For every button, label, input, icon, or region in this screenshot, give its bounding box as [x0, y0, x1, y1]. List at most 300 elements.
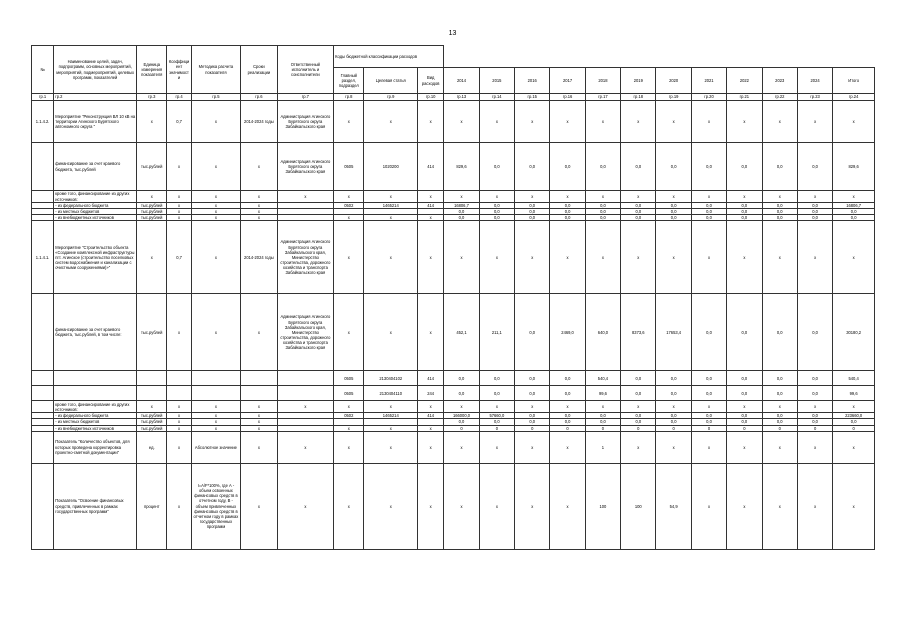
table-cell: Показатель "Освоение финансовых средств, привлеченных в рамках государственных программ"	[54, 463, 137, 549]
table-cell: х	[550, 101, 585, 143]
table-cell: х	[418, 431, 444, 463]
column-number-cell: гр.14	[479, 94, 514, 101]
table-cell: х	[515, 221, 550, 294]
column-number-cell: гр.10	[418, 94, 444, 101]
table-cell: 0,0	[550, 371, 585, 386]
table-cell: 0,0	[515, 143, 550, 191]
table-cell: х	[241, 209, 277, 215]
table-cell: х	[418, 425, 444, 431]
table-cell: - из местных бюджетов	[54, 209, 137, 215]
table-cell: 0,0	[691, 413, 726, 419]
table-cell: 211,1	[479, 294, 514, 371]
table-cell: 0,0	[479, 371, 514, 386]
table-cell	[54, 386, 137, 401]
table-cell: кроме того, финансирование из других источников:	[54, 191, 137, 203]
table-cell: х	[137, 191, 167, 203]
table-cell: 0,0	[691, 215, 726, 221]
table-cell: х	[479, 101, 514, 143]
table-cell: х	[241, 419, 277, 425]
table-cell: 0,0	[656, 203, 691, 209]
table-cell: 0502	[334, 203, 364, 209]
table-cell: 0,0	[621, 215, 656, 221]
table-cell: х	[167, 425, 191, 431]
table-cell: финансирование за счет краевого бюджета, тыс.рублей, в том числе:	[54, 294, 137, 371]
table-cell: х	[191, 143, 241, 191]
header-year: 2020	[656, 68, 691, 94]
column-number-cell: гр.19	[656, 94, 691, 101]
table-cell: х	[418, 215, 444, 221]
column-number-cell: гр.18	[621, 94, 656, 101]
table-cell: х	[515, 431, 550, 463]
table-cell: 0	[444, 425, 479, 431]
table-cell: 0	[727, 425, 762, 431]
table-cell: 1465214	[364, 413, 418, 419]
table-row	[32, 191, 875, 203]
table-cell: х	[137, 101, 167, 143]
table-cell: 16806,7	[833, 203, 875, 209]
table-cell: х	[444, 431, 479, 463]
table-cell: х	[191, 215, 241, 221]
table-cell: 414	[418, 371, 444, 386]
table-cell: кроме того, финансирование из других источников:	[54, 401, 137, 413]
header-year: 2014	[444, 68, 479, 94]
table-cell: 0,0	[621, 371, 656, 386]
table-cell: х	[585, 101, 620, 143]
table-cell: х	[191, 401, 241, 413]
table-cell: х	[241, 463, 277, 549]
table-cell: ед.	[137, 431, 167, 463]
table-cell: 0,0	[691, 209, 726, 215]
column-number-cell: гр.24	[833, 94, 875, 101]
table-cell: х	[691, 431, 726, 463]
table-cell: 17653,4	[656, 294, 691, 371]
table-cell: х	[691, 221, 726, 294]
table-cell: х	[762, 463, 797, 549]
table-cell	[191, 386, 241, 401]
header-year: 2016	[515, 68, 550, 94]
table-cell: 0,0	[727, 143, 762, 191]
table-cell: х	[585, 401, 620, 413]
table-cell	[277, 386, 334, 401]
table-cell: 0505	[334, 371, 364, 386]
column-number-cell: гр.1	[32, 94, 54, 101]
table-cell: х	[167, 209, 191, 215]
table-cell: х	[137, 401, 167, 413]
table-cell: - из внебюджетных источников	[54, 215, 137, 221]
table-cell: Администрация Агинского Бурятского округа Забайкальского края	[277, 143, 334, 191]
table-cell: 0,0	[691, 143, 726, 191]
table-row	[32, 463, 875, 549]
table-cell: х	[334, 294, 364, 371]
table-cell: - из федерального бюджета	[54, 203, 137, 209]
table-cell: х	[797, 431, 832, 463]
table-cell: 1020200	[364, 143, 418, 191]
column-number-cell: гр.2	[54, 94, 137, 101]
table-cell: 0,0	[515, 294, 550, 371]
column-number-cell: гр.4	[167, 94, 191, 101]
table-cell: 0,0	[585, 203, 620, 209]
table-cell: х	[364, 463, 418, 549]
table-cell: 0,0	[797, 294, 832, 371]
table-cell: 0,0	[550, 215, 585, 221]
header-year: 2023	[762, 68, 797, 94]
table-cell: 0,0	[550, 419, 585, 425]
table-cell: х	[364, 431, 418, 463]
table-cell: х	[479, 191, 514, 203]
header-exp-type: Вид расходов	[418, 68, 444, 94]
table-cell: х	[762, 431, 797, 463]
table-cell	[241, 371, 277, 386]
table-cell: х	[364, 215, 418, 221]
column-number-cell: гр.13	[444, 94, 479, 101]
table-cell: 0,0	[479, 209, 514, 215]
table-cell: х	[727, 221, 762, 294]
table-cell: 0,0	[621, 413, 656, 419]
table-cell: 0,0	[444, 386, 479, 401]
table-cell: х	[550, 221, 585, 294]
table-cell: 0,0	[656, 371, 691, 386]
table-cell: 0,0	[762, 371, 797, 386]
table-cell: 0,0	[691, 419, 726, 425]
table-cell: 0,7	[167, 221, 191, 294]
table-cell: 0,0	[515, 209, 550, 215]
table-cell: 1.1.4.2.	[32, 101, 54, 143]
table-cell: 100	[585, 463, 620, 549]
column-number-cell: гр.23	[797, 94, 832, 101]
table-cell: х	[241, 425, 277, 431]
table-cell: 414	[418, 143, 444, 191]
program-table	[31, 45, 875, 550]
table-cell: х	[585, 191, 620, 203]
table-cell: Мероприятие "Строительство объекта «Создание комплексной инфраструктуры пгт. Агинское (строительство поселковых систем водоснабжения и канализации с очистными сооружениями)»"	[54, 221, 137, 294]
table-cell: 829,6	[833, 143, 875, 191]
table-row	[32, 143, 875, 191]
table-cell: х	[833, 191, 875, 203]
table-cell: 0,0	[550, 143, 585, 191]
table-row	[32, 431, 875, 463]
table-cell: х	[191, 101, 241, 143]
table-cell: 0,0	[479, 215, 514, 221]
table-cell: х	[797, 401, 832, 413]
table-cell: 0,0	[762, 386, 797, 401]
table-cell: х	[833, 431, 875, 463]
column-number-cell: гр.8	[334, 94, 364, 101]
table-cell: х	[550, 463, 585, 549]
table-cell: х	[418, 221, 444, 294]
table-cell: 540,4	[585, 371, 620, 386]
table-cell	[32, 386, 54, 401]
table-cell: х	[550, 431, 585, 463]
table-cell: х	[621, 431, 656, 463]
table-row	[32, 401, 875, 413]
table-cell: х	[167, 143, 191, 191]
table-cell: х	[479, 431, 514, 463]
table-cell: х	[727, 431, 762, 463]
table-cell: I=A/F*100%, где А - объем освоенных финансовых средств в отчетном году, В - объем привлеченных финансовых средств в отчетном году в рамках государственных программ	[191, 463, 241, 549]
table-cell: 0,0	[515, 419, 550, 425]
table-cell: х	[550, 191, 585, 203]
table-cell: 0,0	[479, 203, 514, 209]
table-cell: х	[656, 431, 691, 463]
table-cell: х	[277, 401, 334, 413]
table-cell: 0	[621, 425, 656, 431]
table-cell: х	[418, 101, 444, 143]
table-cell: 0,0	[444, 209, 479, 215]
table-cell: х	[833, 101, 875, 143]
table-cell: х	[191, 221, 241, 294]
table-cell: 0,0	[656, 413, 691, 419]
table-cell: х	[550, 401, 585, 413]
table-cell: 0	[762, 425, 797, 431]
table-cell: х	[656, 101, 691, 143]
table-cell	[241, 386, 277, 401]
table-cell: х	[241, 401, 277, 413]
table-cell: х	[167, 431, 191, 463]
table-cell: х	[334, 221, 364, 294]
table-cell: х	[418, 294, 444, 371]
table-cell: 0,0	[515, 371, 550, 386]
page-number: 13	[448, 30, 457, 37]
table-cell: Мероприятие "Реконструкция ВЛ 10 кВ на территории Агинского Бурятского автономного округа "	[54, 101, 137, 143]
header-year: 2015	[479, 68, 514, 94]
table-cell: х	[167, 203, 191, 209]
table-cell: 0	[833, 425, 875, 431]
table-cell: 16806,7	[444, 203, 479, 209]
table-cell: х	[833, 221, 875, 294]
table-cell: х	[334, 463, 364, 549]
table-cell: х	[727, 101, 762, 143]
table-cell: 0,0	[479, 419, 514, 425]
table-cell: х	[727, 401, 762, 413]
table-cell: х	[621, 221, 656, 294]
table-cell: 0	[479, 425, 514, 431]
table-cell: 0,0	[656, 419, 691, 425]
table-cell: 166000,0	[444, 413, 479, 419]
table-cell: 0,0	[727, 386, 762, 401]
table-cell: 0,0	[585, 209, 620, 215]
table-cell	[167, 386, 191, 401]
table-cell: х	[334, 431, 364, 463]
header-term: Сроки реализации	[241, 46, 277, 94]
column-number-cell: гр.16	[550, 94, 585, 101]
column-number-cell: гр.21	[727, 94, 762, 101]
table-cell: 30180,2	[833, 294, 875, 371]
header-unit: Единица измерения показателя	[137, 46, 167, 94]
header-method: Методика расчета показателя	[191, 46, 241, 94]
gr-row	[32, 94, 875, 101]
table-cell: 0	[550, 425, 585, 431]
header-budget-codes: Коды бюджетной классификации расходов	[334, 46, 444, 68]
table-cell: 0,0	[797, 413, 832, 419]
table-cell: 0,0	[727, 419, 762, 425]
table-cell: 0,0	[585, 215, 620, 221]
table-cell: х	[762, 401, 797, 413]
column-number-cell: гр.15	[515, 94, 550, 101]
table-cell: 0,0	[444, 419, 479, 425]
table-cell: 0,0	[762, 215, 797, 221]
table-cell: 0,0	[515, 203, 550, 209]
header-target: Целевая статья	[364, 68, 418, 94]
table-cell: 1.1.4.1.	[32, 221, 54, 294]
table-cell: 0,0	[621, 143, 656, 191]
table-cell: х	[691, 463, 726, 549]
table-cell: х	[515, 191, 550, 203]
table-cell: х	[167, 215, 191, 221]
table-cell	[32, 371, 54, 386]
table-cell: 0,0	[727, 215, 762, 221]
table-cell: х	[444, 401, 479, 413]
table-cell: х	[364, 101, 418, 143]
table-cell: 100	[621, 463, 656, 549]
table-cell: х	[585, 221, 620, 294]
table-cell: 0	[656, 425, 691, 431]
header-year: 2022	[727, 68, 762, 94]
header-no: №	[32, 46, 54, 94]
table-cell: х	[691, 101, 726, 143]
table-cell: 57660,0	[479, 413, 514, 419]
table-cell	[54, 371, 137, 386]
table-cell: 1465214	[364, 203, 418, 209]
table-cell: 0,0	[550, 386, 585, 401]
table-cell	[277, 371, 334, 386]
table-cell: х	[418, 463, 444, 549]
table-cell: финансирование за счет краевого бюджета, тыс.рублей	[54, 143, 137, 191]
header-blank	[444, 46, 875, 68]
table-cell: х	[241, 215, 277, 221]
table-cell: 0,0	[797, 371, 832, 386]
table-cell	[32, 294, 54, 371]
table-cell	[32, 431, 54, 463]
table-cell: 0,0	[691, 203, 726, 209]
table-cell: х	[444, 101, 479, 143]
header-year: 2021	[691, 68, 726, 94]
table-cell: х	[479, 401, 514, 413]
table-cell: х	[691, 401, 726, 413]
table-cell: х	[334, 215, 364, 221]
table-cell: х	[515, 401, 550, 413]
table-cell: 0,0	[691, 294, 726, 371]
table-cell: 0,0	[515, 215, 550, 221]
table-cell: 0505	[334, 386, 364, 401]
table-cell: 0	[691, 425, 726, 431]
table-row	[32, 386, 875, 401]
table-cell: х	[277, 191, 334, 203]
table-cell: 2130404102	[364, 371, 418, 386]
header-row-top	[32, 46, 875, 68]
table-cell: х	[167, 191, 191, 203]
table-cell: х	[167, 294, 191, 371]
header-executor: Ответственный исполнитель и соисполнители	[277, 46, 334, 94]
table-cell: х	[833, 463, 875, 549]
table-cell: х	[515, 101, 550, 143]
table-cell: х	[334, 425, 364, 431]
table-cell: х	[191, 425, 241, 431]
table-cell: х	[762, 101, 797, 143]
header-year: 2024	[797, 68, 832, 94]
table-cell: 54,9	[656, 463, 691, 549]
table-cell: 0,0	[762, 413, 797, 419]
table-cell: 0,0	[621, 419, 656, 425]
table-row	[32, 101, 875, 143]
table-cell: х	[241, 143, 277, 191]
table-cell: 0,0	[797, 203, 832, 209]
table-cell: х	[833, 401, 875, 413]
table-cell: 0,0	[585, 413, 620, 419]
table-cell: 0,0	[727, 371, 762, 386]
column-number-cell: гр.20	[691, 94, 726, 101]
table-cell: 0,7	[167, 101, 191, 143]
table-cell: 0,0	[656, 386, 691, 401]
table-cell: х	[167, 401, 191, 413]
table-cell: - из местных бюджетов	[54, 419, 137, 425]
column-number-cell: гр.3	[137, 94, 167, 101]
table-cell: - из внебюджетных источников	[54, 425, 137, 431]
table-cell: х	[515, 463, 550, 549]
table-cell: 0,0	[621, 209, 656, 215]
table-cell: 0,0	[515, 386, 550, 401]
table-cell: х	[277, 463, 334, 549]
table-cell: 0,0	[762, 419, 797, 425]
table-cell: х	[191, 419, 241, 425]
table-cell: 0,0	[762, 203, 797, 209]
table-cell: тыс.рублей	[137, 209, 167, 215]
table-cell: х	[364, 294, 418, 371]
table-cell: х	[797, 221, 832, 294]
header-year: 2018	[585, 68, 620, 94]
table-cell: х	[444, 191, 479, 203]
table-cell: х	[444, 463, 479, 549]
table-cell: 0,0	[479, 386, 514, 401]
table-cell: х	[364, 425, 418, 431]
table-cell: 2014-2024 годы	[241, 221, 277, 294]
table-cell: 640,0	[585, 294, 620, 371]
table-row	[32, 294, 875, 371]
table-cell: 0,0	[550, 203, 585, 209]
table-cell: 0,0	[691, 371, 726, 386]
table-cell: х	[364, 221, 418, 294]
table-cell: х	[797, 191, 832, 203]
table-cell: тыс.рублей	[137, 419, 167, 425]
table-cell: 0	[515, 425, 550, 431]
table-cell: - из федерального бюджета	[54, 413, 137, 419]
table-cell: 0,0	[762, 294, 797, 371]
table-cell: 8373,6	[621, 294, 656, 371]
table-cell: 0,0	[727, 209, 762, 215]
table-cell: х	[191, 413, 241, 419]
table-cell: х	[364, 401, 418, 413]
table-cell: 0,0	[444, 215, 479, 221]
table-cell	[32, 401, 54, 413]
table-cell: 0	[797, 425, 832, 431]
table-cell: х	[762, 221, 797, 294]
table-cell: 0,0	[833, 215, 875, 221]
table-cell: 0,0	[797, 386, 832, 401]
table-cell: 540,4	[833, 371, 875, 386]
table-cell: 0	[585, 425, 620, 431]
table-cell: процент	[137, 463, 167, 549]
table-cell: х	[241, 191, 277, 203]
table-cell: тыс.рублей	[137, 203, 167, 209]
table-cell	[32, 191, 54, 203]
table-cell	[137, 371, 167, 386]
column-number-cell: гр.22	[762, 94, 797, 101]
table-cell: Администрация Агинского Бурятского округа Забайкальского края	[277, 101, 334, 143]
table-cell: 0,0	[656, 209, 691, 215]
table-cell: 0,0	[797, 215, 832, 221]
table-cell: 0502	[334, 413, 364, 419]
table-cell: х	[444, 221, 479, 294]
table-cell: 2014-2024 годы	[241, 101, 277, 143]
